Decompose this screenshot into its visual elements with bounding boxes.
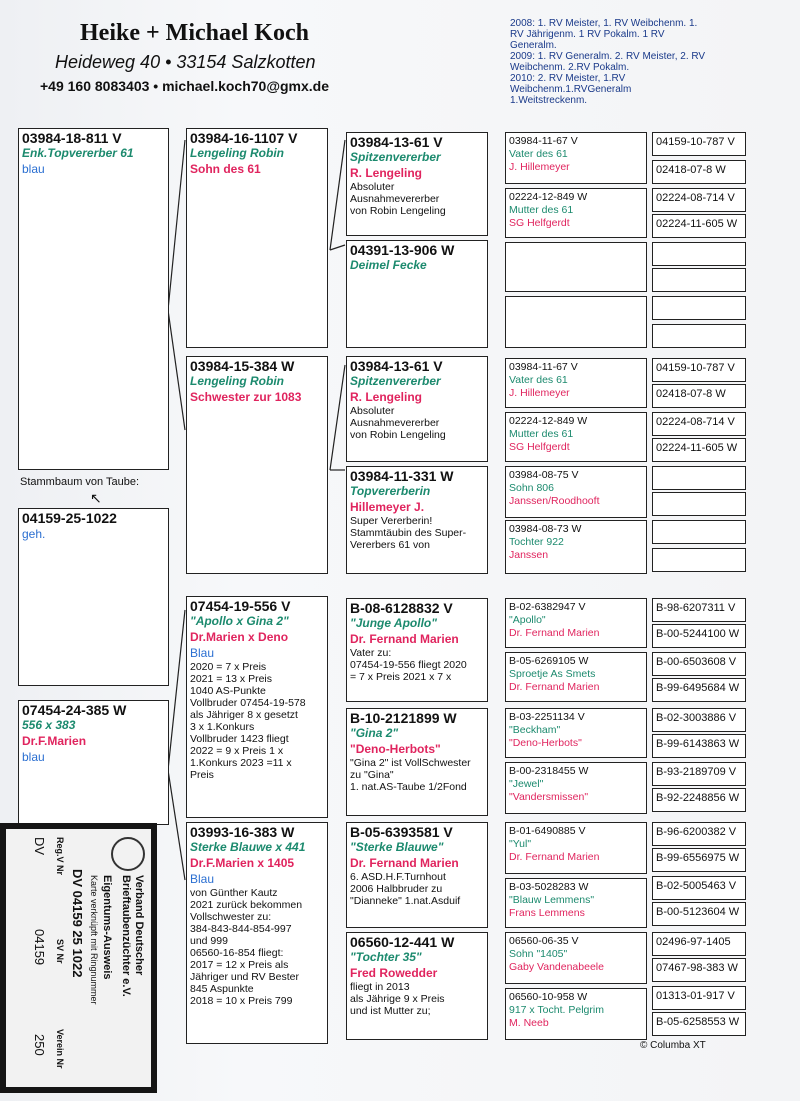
owner-address: Heideweg 40 • 33154 Salzkotten — [55, 52, 316, 72]
g3-notes: Absoluter Ausnahmevererber von Robin Lengeling — [350, 181, 446, 217]
g4-breeder: Janssen/Roodhooft — [509, 495, 600, 507]
g4-card — [505, 878, 647, 928]
g2-card — [186, 596, 328, 818]
g2-card — [186, 356, 328, 574]
g4-breeder: M. Neeb — [509, 1017, 549, 1029]
g5-ring: B-99-6556975 W — [652, 848, 746, 872]
g4-card — [505, 652, 647, 702]
g5-ring: B-96-6200382 V — [652, 822, 746, 846]
g4-ring: 03984-11-67 V — [509, 361, 578, 373]
g4-name: Tochter 922 — [509, 536, 564, 548]
g5-ring: 02224-11-605 W — [652, 214, 746, 238]
g4-card — [505, 188, 647, 238]
dam-card — [18, 700, 169, 825]
owner-name: Heike + Michael Koch — [80, 20, 309, 46]
g4-name: "Beckham" — [509, 724, 561, 736]
g4-card-empty — [505, 242, 647, 292]
g5-ring: B-99-6143863 W — [652, 734, 746, 758]
g3-ring: 04391-13-906 W — [350, 242, 455, 258]
g3-card — [346, 932, 488, 1040]
result-line: 2008: 1. RV Meister, 1. RV Weibchenm. 1. — [510, 18, 698, 29]
g4-ring: 03984-08-75 V — [509, 469, 579, 481]
g4-card — [505, 822, 647, 874]
g4-card — [505, 598, 647, 648]
g4-ring: B-02-6382947 V — [509, 601, 586, 613]
g2-name: Lengeling Robin — [190, 146, 284, 160]
g2-breeder: Dr.Marien x Deno — [190, 630, 289, 644]
g3-name: Topvererberin — [350, 484, 431, 498]
g4-breeder: Dr. Fernand Marien — [509, 851, 600, 863]
g3-ring: B-08-6128832 V — [350, 600, 453, 616]
g4-name: Vater des 61 — [509, 148, 568, 160]
g4-card — [505, 520, 647, 574]
g2-notes: 2020 = 7 x Preis 2021 = 13 x Preis 1040 AS-Punkte Vollbruder 07454-19-578 als Jähriger 8 x gesetzt 3 x 1.Konkurs Vollbruder 1423 fliegt 2022 = 9 x Preis 1 x 1.Konkurs 2023 =11 x Preis — [190, 661, 306, 781]
card-verein-value: 250 — [32, 1034, 47, 1056]
g3-ring: B-05-6393581 V — [350, 824, 453, 840]
result-line: 2009: 1. RV Generalm. 2. RV Meister, 2. RV — [510, 51, 706, 62]
g4-breeder: SG Helfgerdt — [509, 217, 570, 229]
cursor-icon: ↖ — [90, 490, 102, 506]
g5-ring — [652, 520, 746, 544]
g4-ring: B-03-2251134 V — [509, 711, 585, 723]
card-sv-value: 04159 — [32, 929, 47, 966]
g2-notes: von Günther Kautz 2021 zurück bekommen Vollschwester zu: 384-843-844-854-997 und 999 06560-16-854 fliegt: 2017 = 12 x Preis als Jähriger und RV Bester 845 Aspunkte 2018 = 10 x Preis 799 — [190, 887, 303, 1007]
g4-ring: B-01-6490885 V — [509, 825, 586, 837]
g3-notes: 6. ASD.H.F.Turnhout 2006 Halbbruder zu "Dianneke" 1.nat.Asduif — [350, 871, 461, 907]
g2-breeder: Sohn des 61 — [190, 162, 261, 176]
g2-card — [186, 822, 328, 1044]
g5-ring: B-00-5123604 W — [652, 902, 746, 926]
g4-card — [505, 132, 647, 184]
g5-ring: 02418-07-8 W — [652, 160, 746, 184]
g5-ring: 04159-10-787 V — [652, 132, 746, 156]
card-reg-value: DV — [32, 837, 47, 856]
g4-ring: 06560-06-35 V — [509, 935, 579, 947]
g5-ring: B-00-5244100 W — [652, 624, 746, 648]
g2-breeder: Dr.F.Marien x 1405 — [190, 856, 295, 870]
g4-ring: 03984-11-67 V — [509, 135, 578, 147]
g3-name: Spitzenvererber — [350, 150, 441, 164]
result-line: Weibchenm. 2.RV Pokalm. — [510, 62, 630, 73]
g3-breeder: R. Lengeling — [350, 166, 422, 180]
g3-breeder: Dr. Fernand Marien — [350, 632, 459, 646]
result-line: RV Jährigenm. 1 RV Pokalm. 1 RV — [510, 29, 665, 40]
g3-notes: fliegt in 2013 als Jährige 9 x Preis und ist Mutter zu; — [350, 981, 445, 1017]
g5-ring: 02224-11-605 W — [652, 438, 746, 462]
g4-name: "Yul" — [509, 838, 532, 850]
g2-ring: 03984-16-1107 V — [190, 130, 298, 146]
g5-ring: 04159-10-787 V — [652, 358, 746, 382]
g5-ring — [652, 268, 746, 292]
g3-card — [346, 598, 488, 702]
g4-breeder: SG Helfgerdt — [509, 441, 570, 453]
g5-ring — [652, 324, 746, 348]
g3-breeder: Fred Rowedder — [350, 966, 438, 980]
results-list — [510, 18, 735, 106]
g5-ring: B-02-5005463 V — [652, 876, 746, 900]
g4-card — [505, 358, 647, 408]
subject-color: geh. — [22, 527, 46, 541]
dam-ring: 07454-24-385 W — [22, 702, 127, 718]
card-reg-header: Reg.V Nr — [55, 837, 65, 876]
g3-breeder: Hillemeyer J. — [350, 500, 425, 514]
g2-ring: 03993-16-383 W — [190, 824, 295, 840]
dam-color: blau — [22, 750, 45, 764]
sire-card — [18, 128, 169, 470]
card-title: Eigentums-Ausweis — [101, 875, 113, 980]
g5-ring: 07467-98-383 W — [652, 958, 746, 982]
g3-card — [346, 708, 488, 816]
g4-breeder: "Vandersmissen" — [509, 791, 589, 803]
g4-name: 917 x Tocht. Pelgrim — [509, 1004, 604, 1016]
g3-name: "Sterke Blauwe" — [350, 840, 444, 854]
g5-ring: B-99-6495684 W — [652, 678, 746, 702]
g4-card — [505, 708, 647, 758]
result-line: 1.Weitstreckenm. — [510, 95, 588, 106]
sire-color: blau — [22, 162, 45, 176]
g4-card — [505, 412, 647, 462]
g4-name: "Blauw Lemmens" — [509, 894, 595, 906]
g5-ring: B-92-2248856 W — [652, 788, 746, 812]
g4-breeder: Frans Lemmens — [509, 907, 585, 919]
dam-breeder: Dr.F.Marien — [22, 734, 87, 748]
g2-name: Sterke Blauwe x 441 — [190, 840, 306, 854]
g5-ring: B-93-2189709 V — [652, 762, 746, 786]
g4-name: "Apollo" — [509, 614, 546, 626]
g4-breeder: "Deno-Herbots" — [509, 737, 582, 749]
stammbaum-label: Stammbaum von Taube: — [20, 476, 140, 488]
g3-ring: 03984-13-61 V — [350, 134, 443, 150]
card-subtitle: Karte verknüpft mit Ringnummer — [89, 875, 99, 1005]
g3-name: "Junge Apollo" — [350, 616, 437, 630]
g4-name: Mutter des 61 — [509, 204, 574, 216]
g5-ring: B-00-6503608 V — [652, 652, 746, 676]
copyright: © Columba XT — [640, 1040, 706, 1051]
result-line: Generalm. — [510, 40, 557, 51]
g3-name: "Gina 2" — [350, 726, 399, 740]
g4-ring: 02224-12-849 W — [509, 191, 588, 203]
g2-ring: 03984-15-384 W — [190, 358, 295, 374]
dam-name: 556 x 383 — [22, 718, 76, 732]
g3-breeder: R. Lengeling — [350, 390, 422, 404]
g5-ring — [652, 492, 746, 516]
g4-card — [505, 762, 647, 814]
sire-ring: 03984-18-811 V — [22, 130, 122, 146]
g3-notes: Super Vererberin! Stammtäubin des Super- Vererbers 61 von — [350, 515, 467, 551]
g3-name: Deimel Fecke — [350, 258, 427, 272]
g2-breeder: Schwester zur 1083 — [190, 390, 302, 404]
g4-name: Sproetje As Smets — [509, 668, 596, 680]
g5-ring: 01313-01-917 V — [652, 986, 746, 1010]
g4-ring: 06560-10-958 W — [509, 991, 588, 1003]
card-verein-header: Verein Nr — [55, 1029, 65, 1069]
g4-card-empty — [505, 296, 647, 348]
g3-ring: 03984-11-331 W — [350, 468, 454, 484]
g5-ring: 02496-97-1405 — [652, 932, 746, 956]
g2-ring: 07454-19-556 V — [190, 598, 291, 614]
g4-card — [505, 466, 647, 518]
g4-ring: 02224-12-849 W — [509, 415, 588, 427]
g3-name: "Tochter 35" — [350, 950, 422, 964]
g5-ring — [652, 296, 746, 320]
g3-card — [346, 822, 488, 928]
g4-breeder: J. Hillemeyer — [509, 161, 570, 173]
g3-notes: Vater zu: 07454-19-556 fliegt 2020 = 7 x Preis 2021 x 7 x — [350, 647, 467, 683]
g3-card — [346, 240, 488, 348]
g2-name: "Apollo x Gina 2" — [190, 614, 289, 628]
logo-icon — [111, 837, 145, 871]
g4-breeder: Dr. Fernand Marien — [509, 681, 600, 693]
result-line: 2010: 2. RV Meister, 1.RV — [510, 73, 626, 84]
g5-ring: B-02-3003886 V — [652, 708, 746, 732]
g3-card — [346, 132, 488, 236]
g3-name: Spitzenvererber — [350, 374, 441, 388]
g4-name: Vater des 61 — [509, 374, 568, 386]
g3-card — [346, 466, 488, 574]
g2-name: Lengeling Robin — [190, 374, 284, 388]
g4-name: Sohn 806 — [509, 482, 554, 494]
result-line: Weibchenm.1.RVGeneralm — [510, 84, 632, 95]
g4-name: "Jewel" — [509, 778, 544, 790]
g4-breeder: J. Hillemeyer — [509, 387, 570, 399]
g4-card — [505, 932, 647, 984]
g4-ring: 03984-08-73 W — [509, 523, 582, 535]
g4-breeder: Gaby Vandenabeele — [509, 961, 604, 973]
g5-ring: 02224-08-714 V — [652, 188, 746, 212]
g4-breeder: Dr. Fernand Marien — [509, 627, 600, 639]
g4-ring: B-00-2318455 W — [509, 765, 589, 777]
g5-ring: B-05-6258553 W — [652, 1012, 746, 1036]
g4-name: Mutter des 61 — [509, 428, 574, 440]
sire-name: Enk.Topvererber 61 — [22, 146, 134, 160]
g3-ring: 03984-13-61 V — [350, 358, 443, 374]
g3-notes: Absoluter Ausnahmevererber von Robin Lengeling — [350, 405, 446, 441]
g3-notes: "Gina 2" ist VollSchwester zu "Gina" 1. nat.AS-Taube 1/2Fond — [350, 757, 471, 793]
g4-ring: B-03-5028283 W — [509, 881, 589, 893]
g2-card — [186, 128, 328, 348]
g5-ring: 02224-08-714 V — [652, 412, 746, 436]
card-sv-header: SV Nr — [55, 939, 65, 964]
g5-ring — [652, 466, 746, 490]
g4-breeder: Janssen — [509, 549, 549, 561]
g5-ring — [652, 242, 746, 266]
g4-name: Sohn "1405" — [509, 948, 568, 960]
card-org-line1: Verband Deutscher — [133, 875, 145, 976]
ownership-card — [0, 823, 157, 1093]
owner-contact: +49 160 8083403 • michael.koch70@gmx.de — [40, 78, 330, 94]
g5-ring — [652, 548, 746, 572]
card-org-line2: Brieftaubenzüchter e.V. — [120, 875, 132, 997]
g3-breeder: "Deno-Herbots" — [350, 742, 441, 756]
g2-color: Blau — [190, 872, 215, 886]
g2-color: Blau — [190, 646, 215, 660]
g3-ring: 06560-12-441 W — [350, 934, 455, 950]
g3-ring: B-10-2121899 W — [350, 710, 457, 726]
g3-breeder: Dr. Fernand Marien — [350, 856, 459, 870]
g3-card — [346, 356, 488, 462]
g4-ring: B-05-6269105 W — [509, 655, 589, 667]
card-ring-number: DV 04159 25 1022 — [70, 869, 85, 978]
subject-ring: 04159-25-1022 — [22, 510, 117, 526]
subject-card — [18, 508, 169, 686]
g5-ring: 02418-07-8 W — [652, 384, 746, 408]
g4-card — [505, 988, 647, 1040]
g5-ring: B-98-6207311 V — [652, 598, 746, 622]
